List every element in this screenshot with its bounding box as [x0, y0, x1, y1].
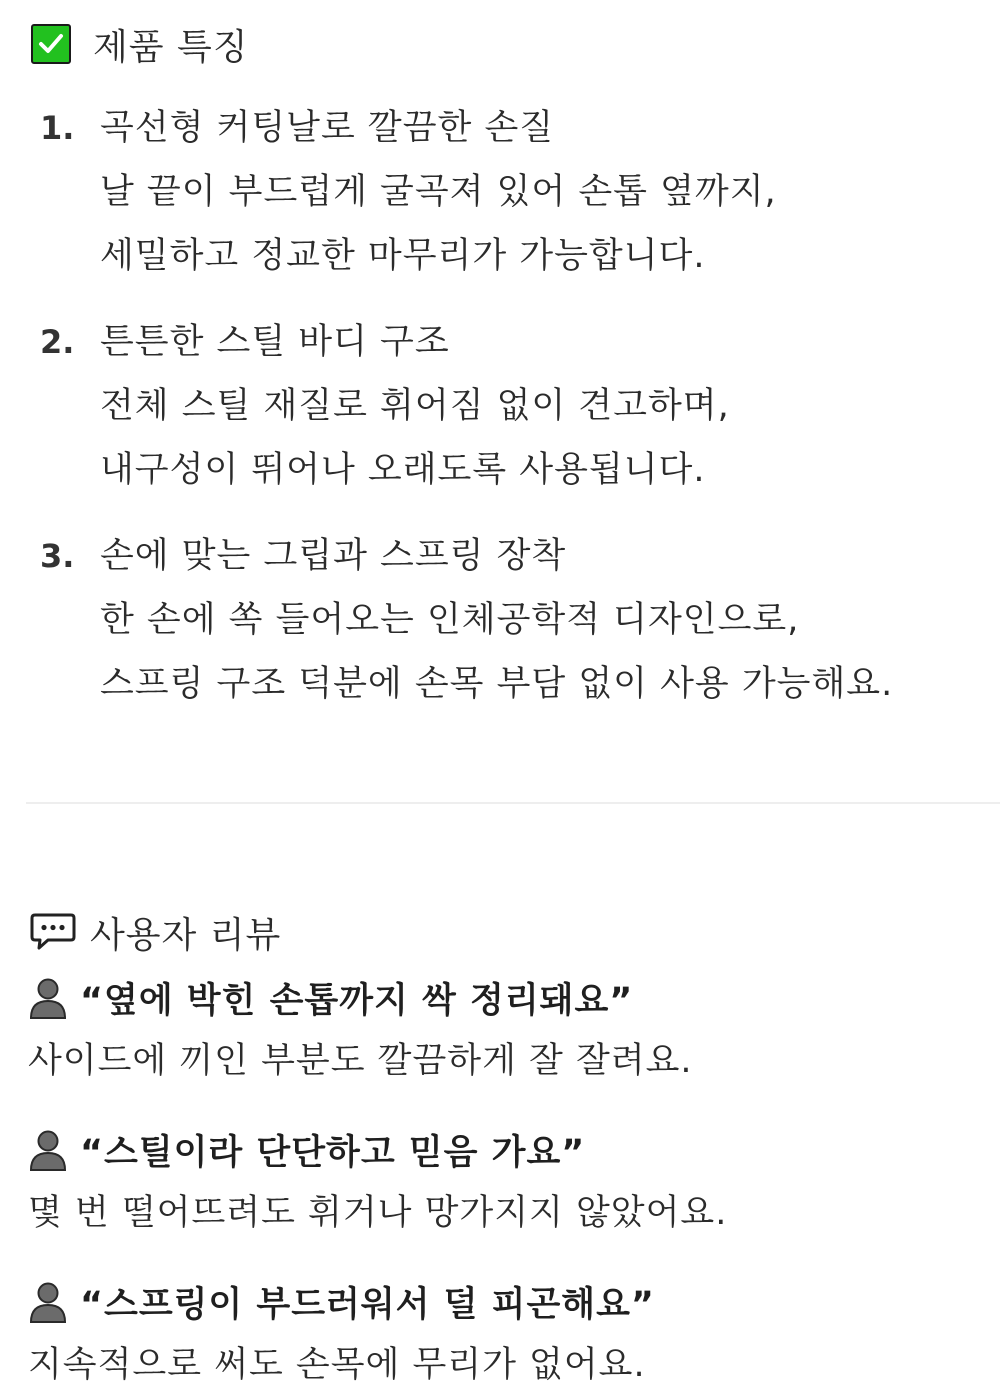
feature-description-line: 스프링 구조 덕분에 손목 부담 없이 사용 가능해요.: [100, 664, 894, 704]
feature-number: 1.: [40, 109, 75, 147]
feature-number: 3.: [40, 537, 75, 575]
features-title: 제품 특징: [93, 26, 249, 68]
user-reviews-section: [28, 904, 988, 1396]
feature-title: 튼튼한 스틸 바디 구조: [100, 322, 450, 362]
feature-number: 2.: [40, 323, 75, 361]
features-header: [28, 18, 988, 70]
feature-description-line: 날 끝이 부드럽게 굴곡져 있어 손톱 옆까지,: [100, 172, 777, 212]
feature-title: 곡선형 커팅날로 깔끔한 손질: [100, 108, 555, 148]
review-header: [28, 1270, 988, 1334]
review-body: 사이드에 끼인 부분도 깔끔하게 잘 잘려요.: [28, 1041, 693, 1081]
feature-item: [28, 524, 988, 716]
feature-item: [28, 96, 988, 288]
review-item: [28, 966, 988, 1092]
feature-description-line: 전체 스틸 재질로 휘어짐 없이 견고하며,: [100, 386, 730, 426]
feature-description-line: 한 손에 쏙 들어오는 인체공학적 디자인으로,: [100, 600, 800, 640]
review-item: [28, 1118, 988, 1244]
speech-bubble-icon: [30, 912, 76, 952]
review-body: 지속적으로 써도 손목에 무리가 없어요.: [28, 1345, 646, 1385]
feature-title: 손에 맞는 그립과 스프링 장착: [100, 536, 567, 576]
user-icon: [28, 976, 68, 1020]
review-item: [28, 1270, 988, 1396]
user-icon: [28, 1280, 68, 1324]
feature-item: [28, 310, 988, 502]
review-header: [28, 1118, 988, 1182]
product-features-section: [28, 18, 988, 738]
feature-description-line: 내구성이 뛰어나 오래도록 사용됩니다.: [100, 450, 706, 490]
reviews-title: 사용자 리뷰: [90, 914, 282, 956]
check-mark-icon: [31, 24, 71, 64]
section-divider: [26, 802, 1000, 804]
feature-list: [28, 96, 988, 716]
review-header: [28, 966, 988, 1030]
feature-description-line: 세밀하고 정교한 마무리가 가능합니다.: [100, 236, 706, 276]
user-icon: [28, 1128, 68, 1172]
review-title: “스틸이라 단단하고 믿음 가요”: [80, 1133, 586, 1173]
review-title: “스프링이 부드러워서 덜 피곤해요”: [80, 1285, 655, 1325]
review-body: 몇 번 떨어뜨려도 휘거나 망가지지 않았어요.: [28, 1193, 728, 1233]
reviews-header: [28, 904, 988, 960]
review-title: “옆에 박힌 손톱까지 싹 정리돼요”: [80, 981, 634, 1021]
